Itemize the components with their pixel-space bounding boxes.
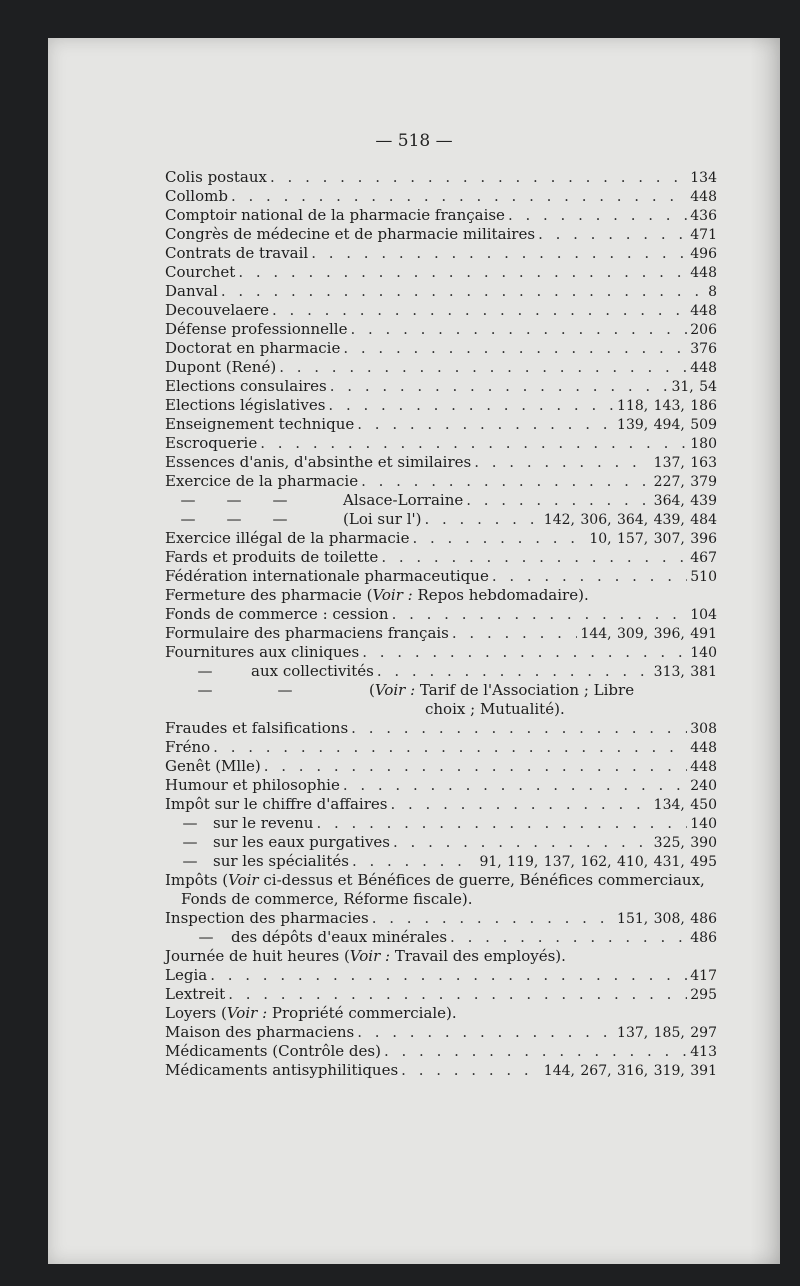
ditto-dash: — <box>277 681 293 699</box>
index-entry: Fonds de commerce : cession . . . 104 <box>165 605 717 624</box>
index-entry: Défense professionnelle . . . 206 <box>165 320 717 339</box>
index-entry: Formulaire des pharmaciens français . . . 144, 309, 396, 491 <box>165 624 717 643</box>
index-entry: Exercice de la pharmacie . . . 227, 379 <box>165 472 717 491</box>
index-entry: Decouvelaere . . . 448 <box>165 301 717 320</box>
index-entry: Doctorat en pharmacie . . . 376 <box>165 339 717 358</box>
ditto-dash: — <box>198 928 214 946</box>
index-entry-see-also: Impôts ( Voir ci-dessus et Bénéfices de guerre, Bénéfices commerciaux, <box>165 871 705 889</box>
index-entry: Essences d'anis, d'absinthe et similaires . . . 137, 163 <box>165 453 717 472</box>
index-subentry: — sur les eaux purgatives . . . 325, 390 <box>165 833 717 852</box>
index-subentry: — sur le revenu . . . 140 <box>165 814 717 833</box>
index-entry: Fédération internationale pharmaceutique . . . 510 <box>165 567 717 586</box>
index-entry: Fraudes et falsifications . . . 308 <box>165 719 717 738</box>
index-entry: Impôt sur le chiffre d'affaires . . . 134, 450 <box>165 795 717 814</box>
index-entry: Legia . . . 417 <box>165 966 717 985</box>
index-entry: Lextreit . . . 295 <box>165 985 717 1004</box>
index-list <box>165 168 717 1080</box>
index-see-also-continued: Fonds de commerce, Réforme fiscale). <box>181 890 473 908</box>
page-edge-shadow <box>750 38 780 1264</box>
index-entry-see-also: Journée de huit heures ( Voir : Travail des employés). <box>165 947 566 965</box>
index-entry: Dupont (René) . . . 448 <box>165 358 717 377</box>
index-subentry: — — — Alsace-Lorraine . . . 364, 439 <box>165 491 717 510</box>
index-see-also: — — (Voir : Tarif de l'Association ; Libre <box>165 681 717 700</box>
index-subentry: — — — (Loi sur l') . . . 142, 306, 364, 439, 484 <box>165 510 717 529</box>
index-entry: Danval . . . 8 <box>165 282 717 301</box>
ditto-dash: — <box>182 814 198 832</box>
index-entry: Fournitures aux cliniques . . . 140 <box>165 643 717 662</box>
index-entry-see-also: Fermeture des pharmacie ( Voir : Repos hebdomadaire). <box>165 586 589 604</box>
index-entry: Escroquerie . . . 180 <box>165 434 717 453</box>
page-number: — 518 — <box>375 131 453 151</box>
ditto-dash: — <box>180 510 196 528</box>
ditto-dash: — <box>182 852 198 870</box>
index-entry: Courchet . . . 448 <box>165 263 717 282</box>
index-entry: Colis postaux . . . 134 <box>165 168 717 187</box>
index-subentry: — des dépôts d'eaux minérales . . . 486 <box>165 928 717 947</box>
index-entry: Médicaments antisyphilitiques . . . 144, 267, 316, 319, 391 <box>165 1061 717 1080</box>
index-entry: Fréno . . . 448 <box>165 738 717 757</box>
index-entry: Médicaments (Contrôle des) . . . 413 <box>165 1042 717 1061</box>
index-entry: Genêt (Mlle) . . . 448 <box>165 757 717 776</box>
index-subentry: — aux collectivités . . . 313, 381 <box>165 662 717 681</box>
index-entry: Maison des pharmaciens . . . 137, 185, 297 <box>165 1023 717 1042</box>
ditto-dash: — <box>182 833 198 851</box>
book-page <box>48 38 780 1264</box>
ditto-dash: — <box>197 662 213 680</box>
ditto-dash: — <box>272 491 288 509</box>
index-entry: Contrats de travail . . . 496 <box>165 244 717 263</box>
ditto-dash: — <box>272 510 288 528</box>
index-entry: Exercice illégal de la pharmacie . . . 10, 157, 307, 396 <box>165 529 717 548</box>
index-entry-see-also: Loyers ( Voir : Propriété commerciale). <box>165 1004 457 1022</box>
ditto-dash: — <box>226 491 242 509</box>
index-see-also-continued: choix ; Mutualité). <box>425 700 565 718</box>
index-entry: Elections législatives . . . 118, 143, 186 <box>165 396 717 415</box>
index-entry: Fards et produits de toilette . . . 467 <box>165 548 717 567</box>
index-entry: Enseignement technique . . . 139, 494, 509 <box>165 415 717 434</box>
index-entry: Elections consulaires . . . 31, 54 <box>165 377 717 396</box>
index-entry: Inspection des pharmacies . . . 151, 308, 486 <box>165 909 717 928</box>
index-entry: Collomb . . . 448 <box>165 187 717 206</box>
index-subentry: — sur les spécialités . . . 91, 119, 137, 162, 410, 431, 495 <box>165 852 717 871</box>
index-entry: Humour et philosophie . . . 240 <box>165 776 717 795</box>
index-entry: Congrès de médecine et de pharmacie militaires . . . 471 <box>165 225 717 244</box>
ditto-dash: — <box>197 681 213 699</box>
ditto-dash: — <box>180 491 196 509</box>
ditto-dash: — <box>226 510 242 528</box>
index-entry: Comptoir national de la pharmacie française . . . 436 <box>165 206 717 225</box>
